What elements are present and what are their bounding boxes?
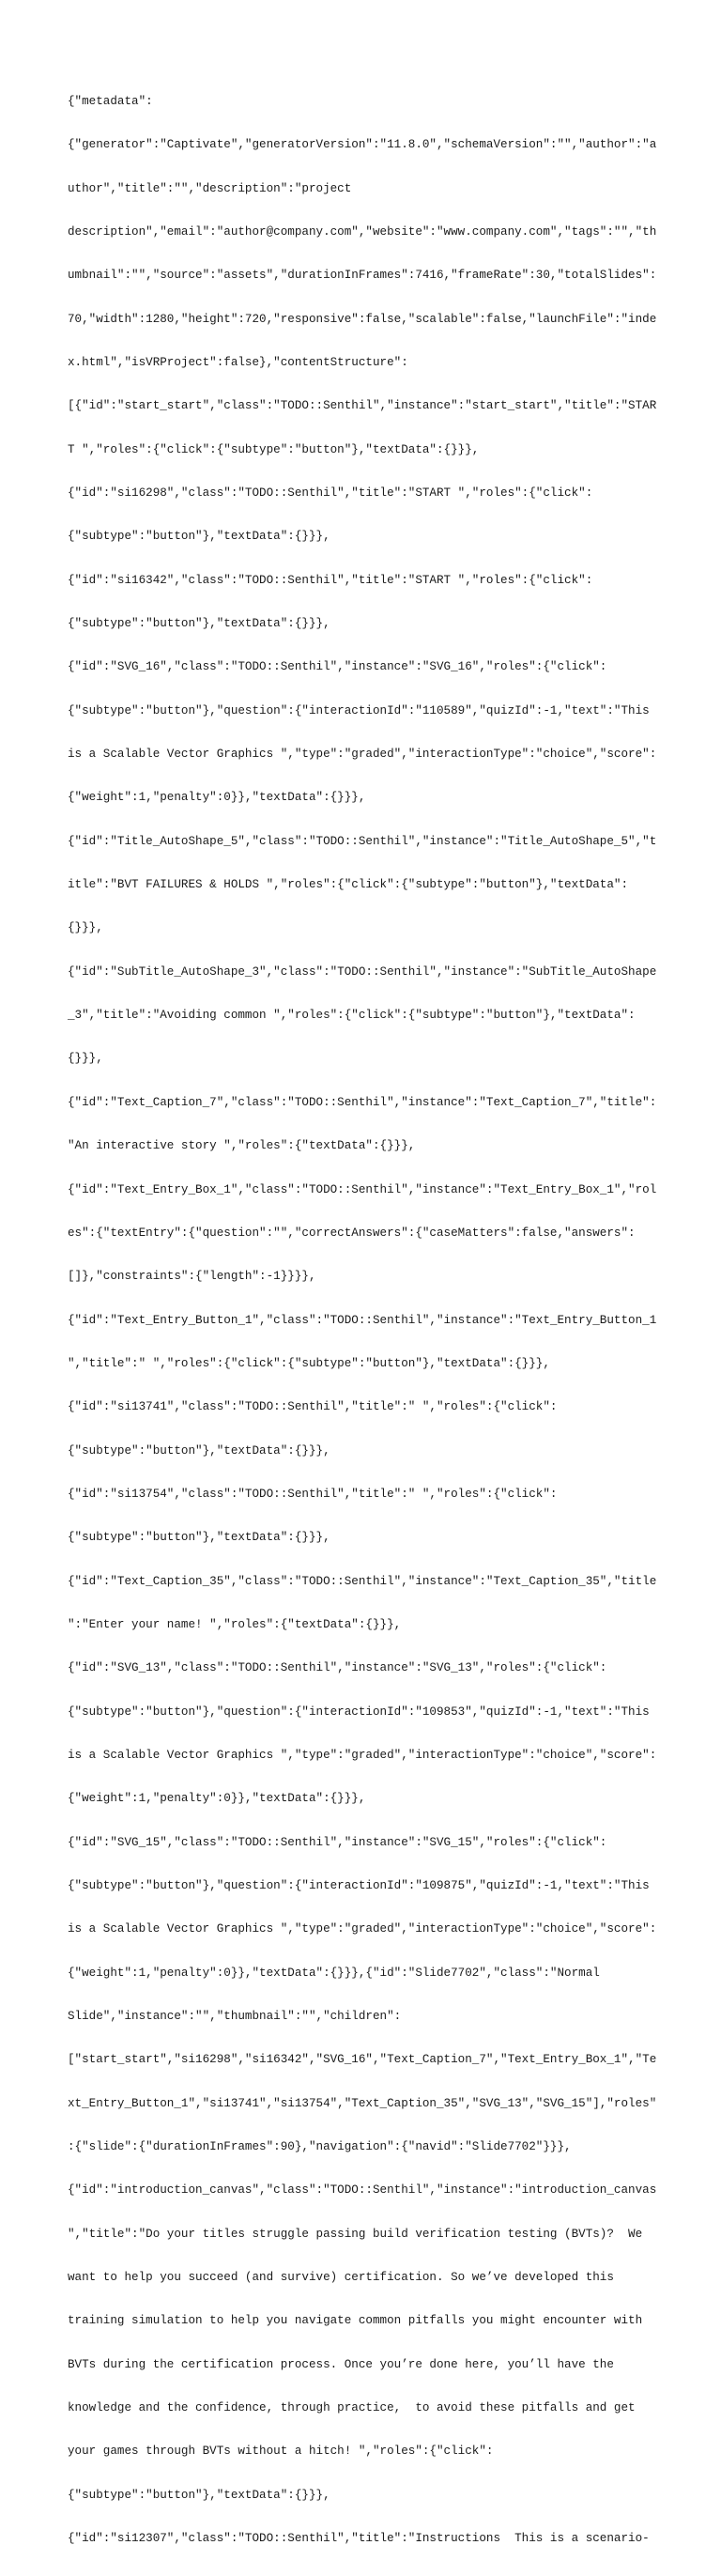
text-line: knowledge and the confidence, through practice, to avoid these pitfalls and get: [68, 2401, 636, 2415]
text-line: Slide","instance":"","thumbnail":"","children":: [68, 2010, 402, 2024]
text-line: is a Scalable Vector Graphics ","type":"graded","interactionType":"choice","score":: [68, 748, 657, 762]
text-line: ","title":" ","roles":{"click":{"subtype":"button"},"textData":{}}},: [68, 1356, 550, 1370]
text-line: umbnail":"","source":"assets","durationInFrames":7416,"frameRate":30,"totalSlides":: [68, 269, 657, 283]
text-line: {"metadata":: [68, 94, 153, 108]
text-line: {"subtype":"button"},"question":{"interactionId":"109875","quizId":-1,"text":"This: [68, 1879, 650, 1892]
text-line: {"id":"si12307","class":"TODO::Senthil","title":"Instructions This is a scenario-: [68, 2532, 650, 2546]
text-line: {"weight":1,"penalty":0}},"textData":{}}},: [68, 791, 366, 805]
text-line: :{"slide":{"durationInFrames":90},"navigation":{"navid":"Slide7702"}}},: [68, 2140, 572, 2154]
text-line: {"subtype":"button"},"question":{"interactionId":"110589","quizId":-1,"text":"This: [68, 703, 650, 717]
text-line: {"id":"Text_Entry_Button_1","class":"TODO::Senthil","instance":"Text_Entry_Button_1: [68, 1313, 657, 1327]
text-line: is a Scalable Vector Graphics ","type":"graded","interactionType":"choice","score":: [68, 1922, 657, 1936]
text-line: {"id":"Title_AutoShape_5","class":"TODO::Senthil","instance":"Title_AutoShape_5","t: [68, 834, 657, 848]
text-line: es":{"textEntry":{"question":"","correctAnswers":{"caseMatters":false,"answers":: [68, 1226, 636, 1240]
text-line: description","email":"author@company.com","website":"www.company.com","tags":"","th: [68, 224, 657, 239]
text-line: {}}},: [68, 1052, 103, 1066]
text-line: {"id":"si16342","class":"TODO::Senthil","title":"START ","roles":{"click":: [68, 573, 593, 587]
text-line: BVTs during the certification process. Once you’re done here, you’ll have the: [68, 2357, 614, 2371]
text-line: xt_Entry_Button_1","si13741","si13754","Text_Caption_35","SVG_13","SVG_15"],"roles": [68, 2096, 657, 2110]
text-line: {"id":"SubTitle_AutoShape_3","class":"TODO::Senthil","instance":"SubTitle_AutoShape: [68, 964, 657, 979]
text-line: {"subtype":"button"},"question":{"interactionId":"109853","quizId":-1,"text":"This: [68, 1704, 650, 1719]
text-line: {"id":"si16298","class":"TODO::Senthil","title":"START ","roles":{"click":: [68, 486, 593, 500]
text-line: ","title":"Do your titles struggle passing build verification testing (BVTs)? We: [68, 2227, 643, 2241]
text-line: {"id":"SVG_15","class":"TODO::Senthil","instance":"SVG_15","roles":{"click":: [68, 1835, 607, 1849]
text-line: {"id":"SVG_16","class":"TODO::Senthil","instance":"SVG_16","roles":{"click":: [68, 660, 607, 674]
text-line: {"weight":1,"penalty":0}},"textData":{}}},{"id":"Slide7702","class":"Normal: [68, 1966, 600, 1980]
text-line: {"id":"Text_Caption_7","class":"TODO::Senthil","instance":"Text_Caption_7","title":: [68, 1095, 657, 1109]
text-line: ["start_start","si16298","si16342","SVG_16","Text_Caption_7","Text_Entry_Box_1","Te: [68, 2053, 657, 2067]
text-line: 70,"width":1280,"height":720,"responsive":false,"scalable":false,"launchFile":"inde: [68, 312, 657, 326]
text-line: {"subtype":"button"},"textData":{}}},: [68, 1443, 330, 1458]
text-line: ":"Enter your name! ","roles":{"textData":{}}},: [68, 1617, 402, 1631]
text-line: {"id":"Text_Entry_Box_1","class":"TODO::Senthil","instance":"Text_Entry_Box_1","rol: [68, 1182, 657, 1196]
text-line: {"subtype":"button"},"textData":{}}},: [68, 1531, 330, 1545]
text-line: [{"id":"start_start","class":"TODO::Senthil","instance":"start_start","title":"STAR: [68, 399, 657, 413]
json-text-block: [68, 66, 661, 2576]
text-line: want to help you succeed (and survive) certification. So we’ve developed this: [68, 2271, 614, 2285]
text-line: {"generator":"Captivate","generatorVersion":"11.8.0","schemaVersion":"","author":"a: [68, 138, 657, 152]
text-line: {"id":"si13754","class":"TODO::Senthil","title":" ","roles":{"click":: [68, 1487, 558, 1501]
text-line: _3","title":"Avoiding common ","roles":{"click":{"subtype":"button"},"textData":: [68, 1009, 636, 1023]
text-line: T ","roles":{"click":{"subtype":"button"},"textData":{}}},: [68, 442, 480, 456]
text-line: x.html","isVRProject":false},"contentStructure":: [68, 355, 408, 369]
text-line: {}}},: [68, 921, 103, 935]
text-line: {"weight":1,"penalty":0}},"textData":{}}},: [68, 1792, 366, 1806]
text-line: itle":"BVT FAILURES & HOLDS ","roles":{"click":{"subtype":"button"},"textData":: [68, 878, 629, 892]
text-line: "An interactive story ","roles":{"textData":{}}},: [68, 1139, 416, 1153]
text-line: is a Scalable Vector Graphics ","type":"graded","interactionType":"choice","score":: [68, 1748, 657, 1762]
text-line: your games through BVTs without a hitch! ","roles":{"click":: [68, 2445, 494, 2459]
text-line: {"subtype":"button"},"textData":{}}},: [68, 617, 330, 631]
text-line: {"subtype":"button"},"textData":{}}},: [68, 530, 330, 544]
text-line: {"id":"Text_Caption_35","class":"TODO::Senthil","instance":"Text_Caption_35","title: [68, 1574, 657, 1588]
text-line: []},"constraints":{"length":-1}}}},: [68, 1270, 316, 1284]
text-line: {"subtype":"button"},"textData":{}}},: [68, 2488, 330, 2502]
text-line: training simulation to help you navigate common pitfalls you might encounter with: [68, 2314, 643, 2328]
text-line: {"id":"introduction_canvas","class":"TODO::Senthil","instance":"introduction_canvas: [68, 2183, 657, 2198]
text-line: {"id":"SVG_13","class":"TODO::Senthil","instance":"SVG_13","roles":{"click":: [68, 1661, 607, 1675]
text-line: uthor","title":"","description":"project: [68, 181, 352, 195]
text-line: {"id":"si13741","class":"TODO::Senthil","title":" ","roles":{"click":: [68, 1400, 558, 1414]
